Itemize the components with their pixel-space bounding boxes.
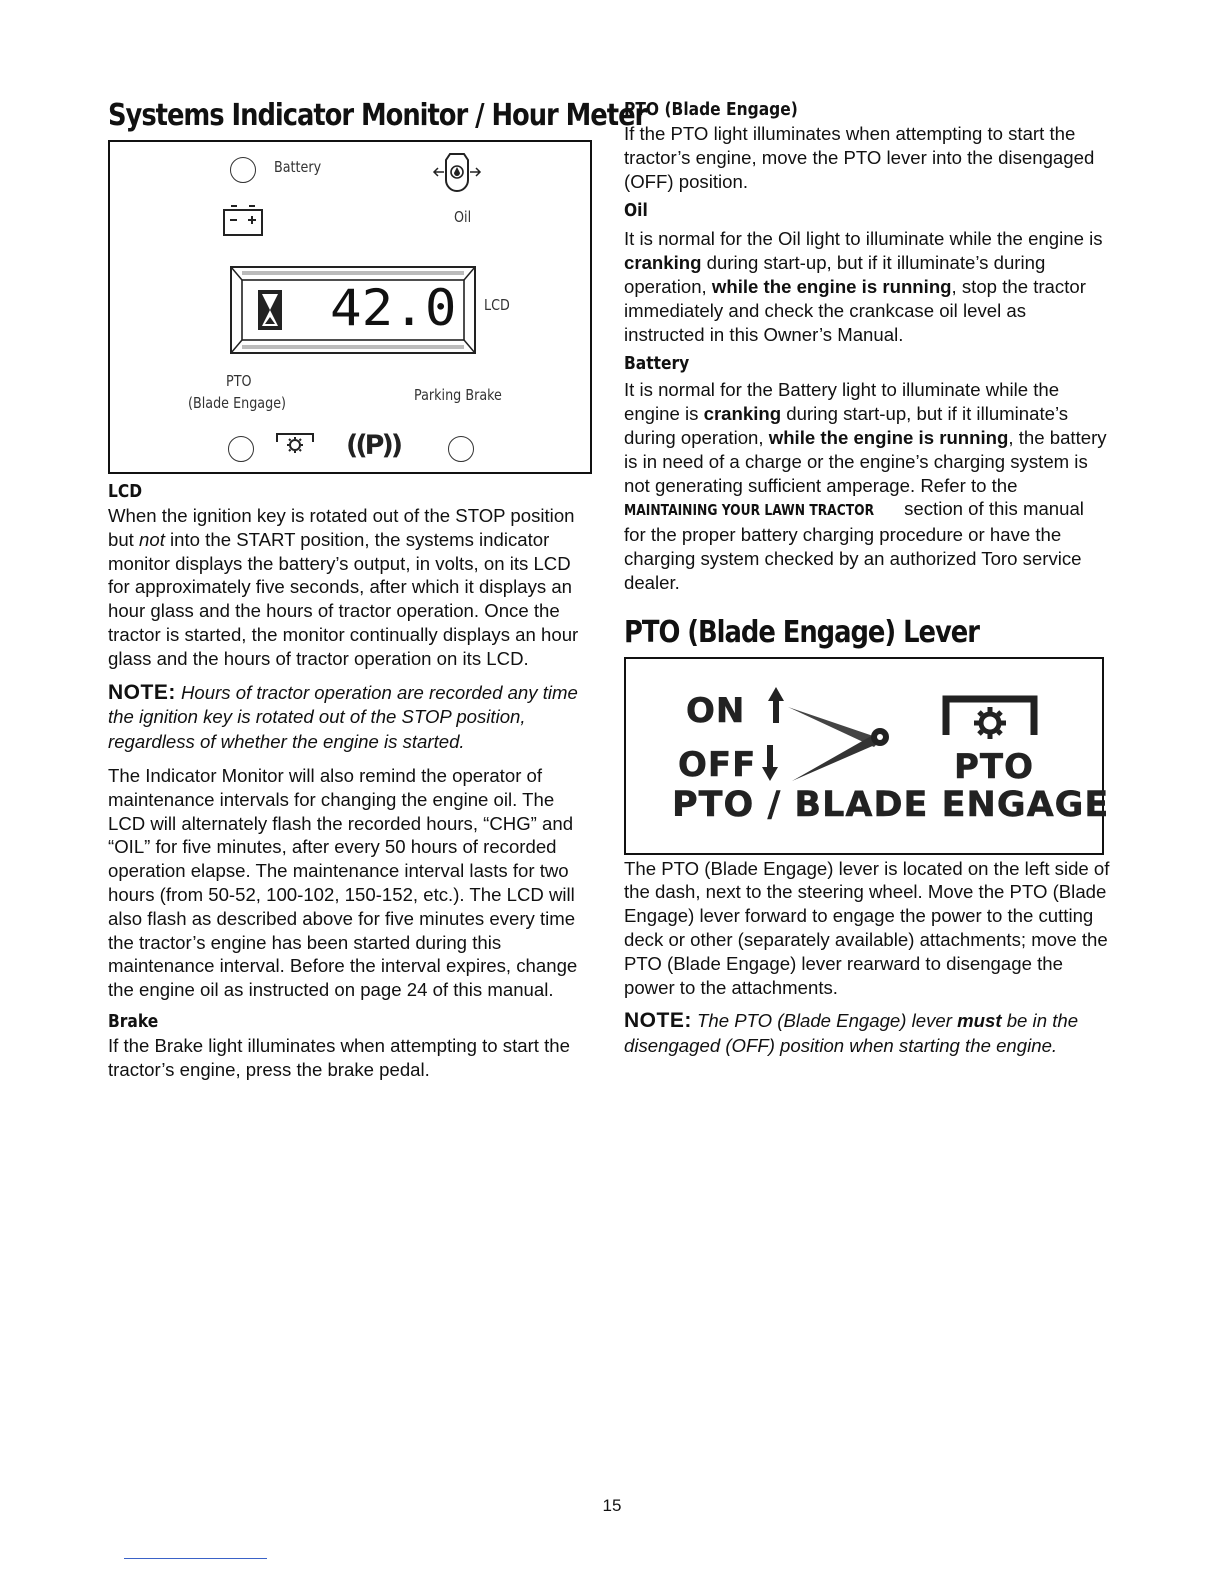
parking-brake-label: Parking Brake xyxy=(414,386,502,404)
pto-label: PTO xyxy=(226,372,252,390)
battery-icon xyxy=(222,204,266,238)
oil-heading: Oil xyxy=(624,200,648,222)
footer-rule xyxy=(124,1558,267,1559)
oil-can-icon xyxy=(424,146,494,192)
brake-paragraph: If the Brake light illuminates when attempting to start the tractor’s engine, press the brake pedal. xyxy=(108,1035,570,1080)
section-title-lever: PTO (Blade Engage) Lever xyxy=(624,614,979,650)
oil-light-label: Oil xyxy=(454,208,472,226)
indicator-monitor-diagram xyxy=(108,140,592,474)
lever-caption: PTO / BLADE ENGAGE xyxy=(672,784,1110,825)
parking-brake-light-icon xyxy=(448,436,474,462)
pto-sub-label: (Blade Engage) xyxy=(188,394,287,412)
pto-light-icon xyxy=(228,436,254,462)
hourglass-icon xyxy=(256,288,284,332)
brake-heading: Brake xyxy=(108,1011,159,1033)
right-column xyxy=(624,96,1110,1058)
lcd-heading: LCD xyxy=(108,481,143,502)
lcd-reading: 42.0 xyxy=(330,279,457,337)
lever-on-label: ON xyxy=(686,690,746,731)
oil-paragraph: It is normal for the Oil light to illuminate while the engine is cranking during start-up, but if it illuminate’s during operation, while the engine is running, stop the tractor immediately and check the crankcase oil level as instructed in this Owner’s Manual. xyxy=(624,228,1103,345)
lever-paragraph: The PTO (Blade Engage) lever is located on the left side of the dash, next to the steering wheel. Move the PTO (Blade Engage) lever forward to engage the power to the cutting deck or other (separately available) attachments; move the PTO (Blade Engage) lever rearward to disengage the power to the attachments. xyxy=(624,857,1110,998)
battery-heading: Battery xyxy=(624,353,690,375)
arrow-down-icon xyxy=(760,743,780,783)
section-title-monitor: Systems Indicator Monitor / Hour Meter xyxy=(108,98,647,133)
battery-paragraph: It is normal for the Battery light to illuminate while the engine is cranking during start-up, but if it illuminate’s during operation, while the engine is running, the battery is in need of a charge or the engine’s charging system is not generating sufficient amperage. Refer to the MAINTAINING YOUR LAWN TRACTOR section of this manual for the proper battery charging procedure or have the charging system checked by an authorized Toro service dealer. xyxy=(624,379,1107,593)
pto-heading: PTO (Blade Engage) xyxy=(624,99,798,120)
lever-icon xyxy=(782,689,894,785)
lever-pto-label: PTO xyxy=(954,746,1035,787)
lcd-label: LCD xyxy=(484,296,510,314)
maintenance-paragraph: The Indicator Monitor will also remind the operator of maintenance intervals for changing the engine oil. The LCD will alternately flash the recorded hours, “CHG” and “OIL” for five minutes, after every 50 hours of recorded operation elapse. The maintenance interval lasts for two hours (from 50-52, 100-102, 150-152, etc.). The LCD will also flash as described above for five minutes every time the tractor’s engine has been started during this maintenance interval. Before the interval expires, change the engine oil as instructed on page 24 of this manual. xyxy=(108,765,578,1001)
page-number: 15 xyxy=(602,1496,622,1515)
battery-light-icon xyxy=(230,157,256,183)
pto-engage-icon xyxy=(938,689,1042,741)
pto-lever-diagram xyxy=(624,657,1110,855)
left-column xyxy=(108,96,647,1082)
pto-symbol-icon xyxy=(274,430,316,458)
pto-paragraph: If the PTO light illuminates when attempting to start the tractor’s engine, move the PTO lever into the disengaged (OFF) position. xyxy=(624,123,1095,192)
note-lever: NOTE: The PTO (Blade Engage) lever must be in the disengaged (OFF) position when starting the engine. xyxy=(624,1009,1079,1056)
lcd-paragraph: When the ignition key is rotated out of the STOP position but not into the START position, the systems indicator monitor displays the battery’s output, in volts, on its LCD for approximately five seconds, after which it displays an hour glass and the hours of tractor operation. Once the tractor is started, the monitor continually displays an hour glass and the hours of tractor operation on its LCD. xyxy=(108,505,579,669)
lever-off-label: OFF xyxy=(678,744,757,785)
battery-light-label: Battery xyxy=(274,158,322,176)
note-hours: NOTE: Hours of tractor operation are recorded any time the ignition key is rotated out of the STOP position, regardless of whether the engine is started. xyxy=(108,680,578,752)
parking-brake-symbol: ((P)) xyxy=(346,430,401,461)
